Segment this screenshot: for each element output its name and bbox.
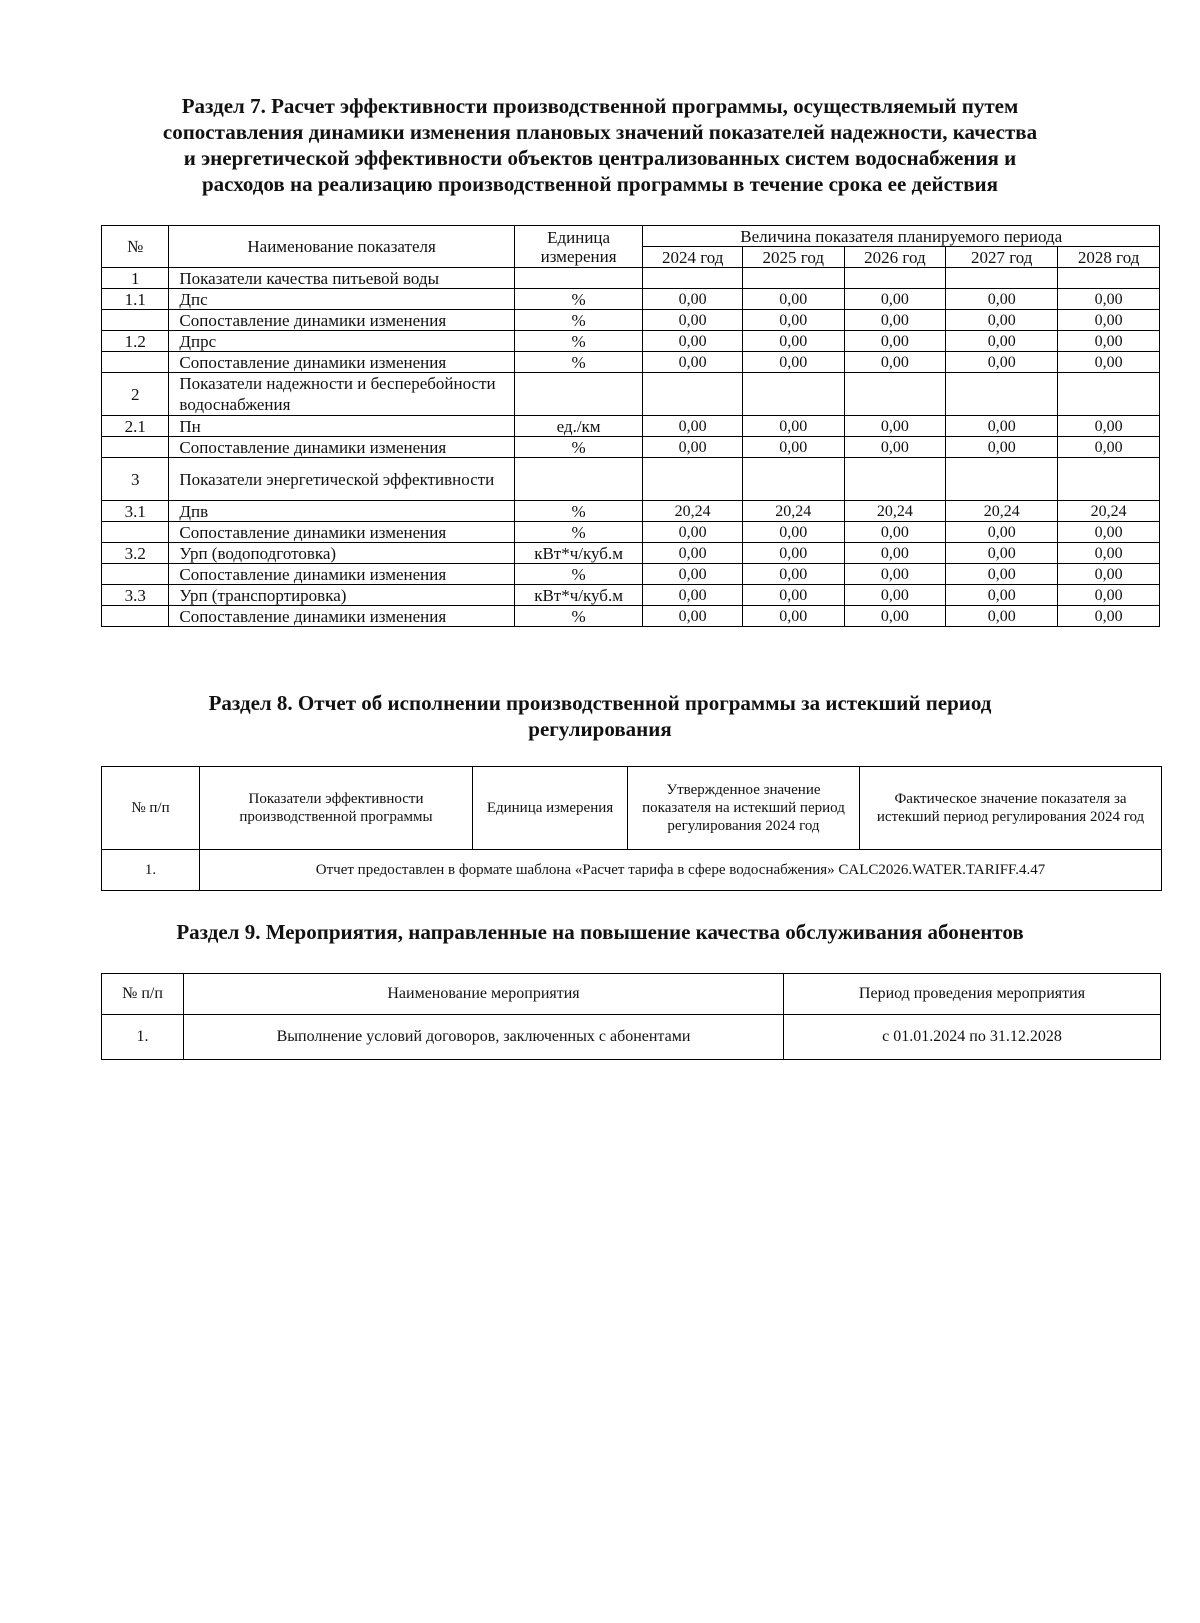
row-value: 0,00 — [742, 289, 844, 310]
row-value: 0,00 — [742, 437, 844, 458]
row-value: 0,00 — [643, 606, 743, 627]
row-num — [102, 310, 169, 331]
header-period: Величина показателя планируемого периода — [643, 226, 1160, 247]
s8-header-actual: Фактическое значение показателя за истекший период регулирования 2024 год — [860, 767, 1162, 850]
row-value: 0,00 — [844, 437, 946, 458]
row-name: Сопоставление динамики изменения — [169, 606, 514, 627]
row-value — [643, 268, 743, 289]
section8-table — [101, 766, 1162, 891]
row-unit: % — [514, 606, 643, 627]
row-name: Сопоставление динамики изменения — [169, 564, 514, 585]
row-name: Показатели надежности и бесперебойности водоснабжения — [169, 373, 514, 416]
section7-title-line: и энергетической эффективности объектов централизованных систем водоснабжения и — [183, 146, 1017, 170]
table-row — [102, 1015, 1161, 1060]
row-value: 0,00 — [946, 543, 1058, 564]
s8-header-num: № п/п — [102, 767, 200, 850]
row-value: 0,00 — [742, 522, 844, 543]
row-unit: % — [514, 501, 643, 522]
row-unit: ед./км — [514, 416, 643, 437]
section7-table — [101, 225, 1160, 627]
s8-row-num: 1. — [102, 850, 200, 891]
section9-title: Раздел 9. Мероприятия, направленные на повышение качества обслуживания абонентов — [176, 920, 1024, 944]
row-value: 0,00 — [844, 289, 946, 310]
row-name: Пн — [169, 416, 514, 437]
row-value: 20,24 — [1058, 501, 1160, 522]
table-row — [102, 289, 1160, 310]
row-value: 0,00 — [1058, 585, 1160, 606]
row-value: 0,00 — [742, 331, 844, 352]
s9-header-period: Период проведения мероприятия — [784, 974, 1161, 1015]
row-name: Показатели энергетической эффективности — [169, 458, 514, 501]
row-value: 0,00 — [946, 585, 1058, 606]
row-unit: % — [514, 437, 643, 458]
section7-title-line: сопоставления динамики изменения плановых значений показателей надежности, качества — [162, 120, 1038, 144]
row-value: 0,00 — [1058, 564, 1160, 585]
row-value — [643, 373, 743, 416]
header-year: 2024 год — [643, 247, 743, 268]
row-value: 0,00 — [1058, 416, 1160, 437]
row-value — [742, 373, 844, 416]
table-row — [102, 543, 1160, 564]
s8-header-unit: Единица измерения — [473, 767, 628, 850]
table-row — [102, 564, 1160, 585]
row-value: 0,00 — [946, 522, 1058, 543]
row-value — [643, 458, 743, 501]
row-value: 20,24 — [946, 501, 1058, 522]
row-value: 0,00 — [643, 437, 743, 458]
row-value: 0,00 — [742, 416, 844, 437]
row-value: 0,00 — [844, 416, 946, 437]
row-value: 0,00 — [643, 331, 743, 352]
table-row — [102, 331, 1160, 352]
row-value: 0,00 — [946, 352, 1058, 373]
row-value — [742, 268, 844, 289]
s9-row-period: с 01.01.2024 по 31.12.2028 — [784, 1015, 1161, 1060]
row-num: 3.1 — [102, 501, 169, 522]
row-value: 0,00 — [643, 310, 743, 331]
section7-title-line: Раздел 7. Расчет эффективности производственной программы, осуществляемый путем — [181, 94, 1019, 118]
row-name: Сопоставление динамики изменения — [169, 437, 514, 458]
row-value: 0,00 — [844, 310, 946, 331]
section9-table — [101, 973, 1161, 1060]
row-num — [102, 437, 169, 458]
row-unit: % — [514, 564, 643, 585]
s9-row-num: 1. — [102, 1015, 184, 1060]
row-value: 0,00 — [844, 564, 946, 585]
row-value: 0,00 — [946, 289, 1058, 310]
row-value — [844, 268, 946, 289]
row-value — [946, 373, 1058, 416]
section7-table-body — [102, 268, 1160, 627]
row-value — [844, 458, 946, 501]
row-num: 3 — [102, 458, 169, 501]
table-row — [102, 458, 1160, 501]
table-row — [102, 522, 1160, 543]
row-value: 0,00 — [742, 564, 844, 585]
row-num: 1.1 — [102, 289, 169, 310]
row-value: 0,00 — [643, 416, 743, 437]
row-value — [946, 268, 1058, 289]
row-value — [946, 458, 1058, 501]
row-value: 0,00 — [1058, 310, 1160, 331]
row-value: 0,00 — [742, 606, 844, 627]
row-value: 0,00 — [742, 310, 844, 331]
row-unit: % — [514, 522, 643, 543]
row-value: 0,00 — [742, 352, 844, 373]
section7-title — [0, 93, 1200, 197]
row-num: 1.2 — [102, 331, 169, 352]
row-num — [102, 522, 169, 543]
row-value: 0,00 — [844, 352, 946, 373]
row-value: 0,00 — [844, 585, 946, 606]
row-value: 0,00 — [946, 564, 1058, 585]
section7-title-line: расходов на реализацию производственной программы в течение срока ее действия — [201, 172, 999, 196]
row-value: 0,00 — [1058, 331, 1160, 352]
header-year: 2025 год — [742, 247, 844, 268]
row-value — [742, 458, 844, 501]
row-num: 2 — [102, 373, 169, 416]
table-row — [102, 585, 1160, 606]
row-unit — [514, 268, 643, 289]
table-row — [102, 268, 1160, 289]
row-value: 0,00 — [1058, 289, 1160, 310]
row-unit: кВт*ч/куб.м — [514, 543, 643, 564]
header-year: 2027 год — [946, 247, 1058, 268]
header-year: 2026 год — [844, 247, 946, 268]
row-name: Дпс — [169, 289, 514, 310]
section8-title-line: Раздел 8. Отчет об исполнении производственной программы за истекший период — [208, 691, 992, 715]
section8-title — [0, 690, 1200, 742]
row-value — [844, 373, 946, 416]
row-unit — [514, 373, 643, 416]
table-row — [102, 373, 1160, 416]
row-value: 0,00 — [1058, 543, 1160, 564]
section8-title-line: регулирования — [528, 717, 672, 741]
row-name: Сопоставление динамики изменения — [169, 352, 514, 373]
row-value: 0,00 — [844, 331, 946, 352]
row-value: 0,00 — [1058, 437, 1160, 458]
row-num — [102, 564, 169, 585]
row-name: Дпрс — [169, 331, 514, 352]
row-name: Дпв — [169, 501, 514, 522]
row-unit: % — [514, 352, 643, 373]
table-row — [102, 850, 1162, 891]
row-name: Урп (водоподготовка) — [169, 543, 514, 564]
s8-header-indicators: Показатели эффективности производственной программы — [200, 767, 473, 850]
row-name: Сопоставление динамики изменения — [169, 310, 514, 331]
row-value: 0,00 — [643, 564, 743, 585]
table-row — [102, 416, 1160, 437]
row-unit: % — [514, 331, 643, 352]
table-row — [102, 310, 1160, 331]
s9-header-num: № п/п — [102, 974, 184, 1015]
row-value: 0,00 — [643, 543, 743, 564]
header-name: Наименование показателя — [169, 226, 514, 268]
row-value: 20,24 — [643, 501, 743, 522]
row-value: 0,00 — [946, 437, 1058, 458]
row-unit: % — [514, 310, 643, 331]
row-name: Сопоставление динамики изменения — [169, 522, 514, 543]
table-row — [102, 606, 1160, 627]
row-value — [1058, 373, 1160, 416]
row-value: 0,00 — [1058, 352, 1160, 373]
row-value — [1058, 458, 1160, 501]
table-row — [102, 501, 1160, 522]
row-value: 0,00 — [1058, 606, 1160, 627]
row-value: 0,00 — [643, 289, 743, 310]
row-value: 0,00 — [844, 522, 946, 543]
s9-row-name: Выполнение условий договоров, заключенных с абонентами — [184, 1015, 784, 1060]
row-value: 0,00 — [946, 331, 1058, 352]
row-value: 0,00 — [643, 352, 743, 373]
row-num — [102, 606, 169, 627]
header-num: № — [102, 226, 169, 268]
row-value: 0,00 — [946, 606, 1058, 627]
row-num: 1 — [102, 268, 169, 289]
row-value: 20,24 — [844, 501, 946, 522]
table-row — [102, 352, 1160, 373]
s8-header-approved: Утвержденное значение показателя на истекший период регулирования 2024 год — [628, 767, 860, 850]
row-unit — [514, 458, 643, 501]
header-unit: Единица измерения — [514, 226, 643, 268]
row-num: 2.1 — [102, 416, 169, 437]
row-num: 3.3 — [102, 585, 169, 606]
table-row — [102, 437, 1160, 458]
s9-header-name: Наименование мероприятия — [184, 974, 784, 1015]
row-num — [102, 352, 169, 373]
row-value: 0,00 — [844, 543, 946, 564]
row-name: Показатели качества питьевой воды — [169, 268, 514, 289]
row-value: 0,00 — [742, 543, 844, 564]
row-value: 0,00 — [643, 585, 743, 606]
header-year: 2028 год — [1058, 247, 1160, 268]
row-value — [1058, 268, 1160, 289]
row-value: 0,00 — [1058, 522, 1160, 543]
row-value: 0,00 — [946, 416, 1058, 437]
row-name: Урп (транспортировка) — [169, 585, 514, 606]
row-num: 3.2 — [102, 543, 169, 564]
row-value: 0,00 — [742, 585, 844, 606]
row-value: 0,00 — [844, 606, 946, 627]
row-value: 0,00 — [946, 310, 1058, 331]
row-unit: % — [514, 289, 643, 310]
s8-row-text: Отчет предоставлен в формате шаблона «Расчет тарифа в сфере водоснабжения» CALC2026.WATER.TARIFF.4.47 — [200, 850, 1162, 891]
row-value: 0,00 — [643, 522, 743, 543]
row-unit: кВт*ч/куб.м — [514, 585, 643, 606]
row-value: 20,24 — [742, 501, 844, 522]
